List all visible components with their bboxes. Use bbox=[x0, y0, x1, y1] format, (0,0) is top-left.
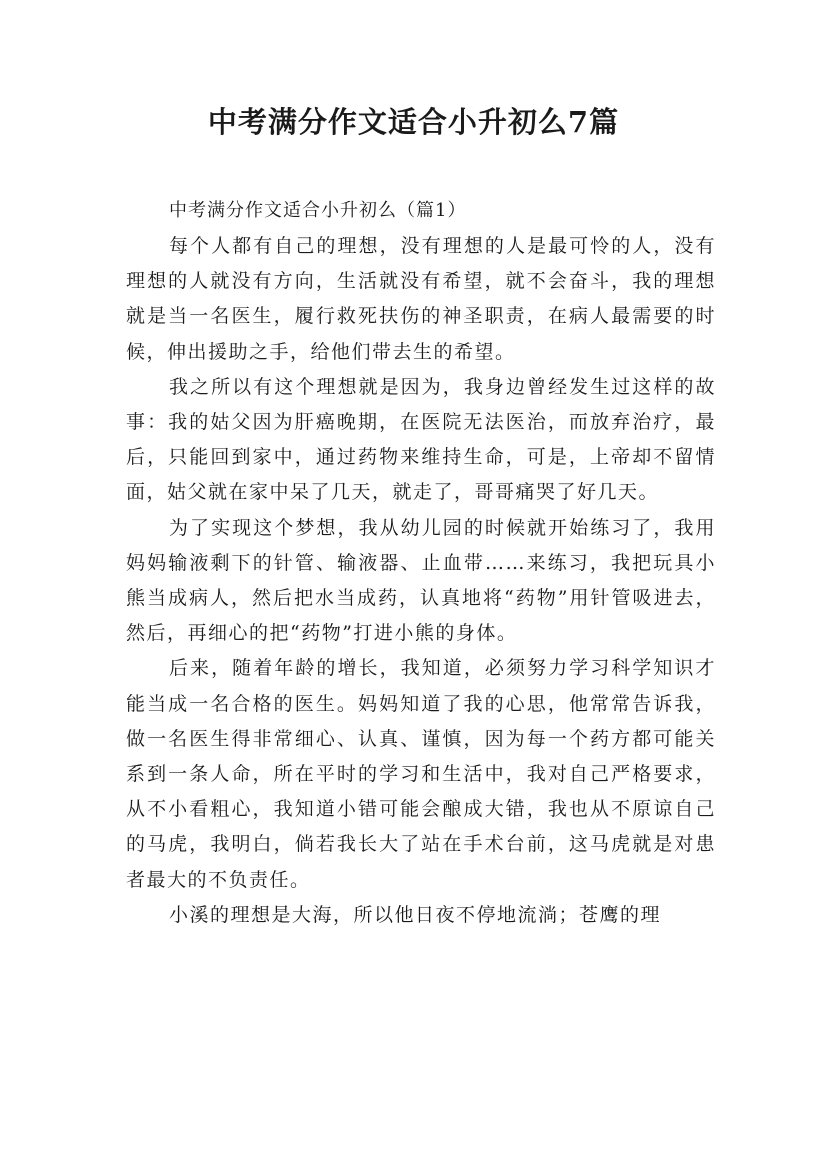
paragraph-1: 每个人都有自己的理想，没有理想的人是最可怜的人，没有理想的人就没有方向，生活就没有希望，就不会奋斗，我的理想就是当一名医生，履行救死扶伤的神圣职责，在病人最需要的时候，伸出援助之手，给他们带去生的希望。 bbox=[126, 235, 716, 363]
document-body bbox=[126, 193, 716, 933]
paragraph-5: 小溪的理想是大海，所以他日夜不停地流淌；苍鹰的理 bbox=[169, 903, 662, 926]
section-heading: 中考满分作文适合小升初么（篇1） bbox=[169, 200, 467, 221]
paragraph-2: 我之所以有这个理想就是因为，我身边曾经发生过这样的故事：我的姑父因为肝癌晚期，在医院无法医治，而放弃治疗，最后，只能回到家中，通过药物来维持生命，可是，上帝却不留情面，姑父就在家中呆了几天，就走了，哥哥痛哭了好几天。 bbox=[126, 375, 716, 504]
page-title: 中考满分作文适合小升初么7篇 bbox=[207, 105, 620, 139]
paragraph-4: 后来，随着年龄的增长，我知道，必须努力学习科学知识才能当成一名合格的医生。妈妈知道了我的心思，他常常告诉我，做一名医生得非常细心、认真、谨慎，因为每一个药方都可能关系到一条人命，所在平时的学习和生活中，我对自己严格要求，从不小看粗心，我知道小错可能会酿成大错，我也从不原谅自己的马虎，我明白，倘若我长大了站在手术台前，这马虎就是对患者最大的不负责任。 bbox=[126, 657, 716, 891]
paragraph-3: 为了实现这个梦想，我从幼儿园的时候就开始练习了，我用妈妈输液剩下的针管、输液器、止血带……来练习，我把玩具小熊当成病人，然后把水当成药，认真地将“药物”用针管吸进去，然后，再细心的把“药物”打进小熊的身体。 bbox=[126, 516, 716, 645]
